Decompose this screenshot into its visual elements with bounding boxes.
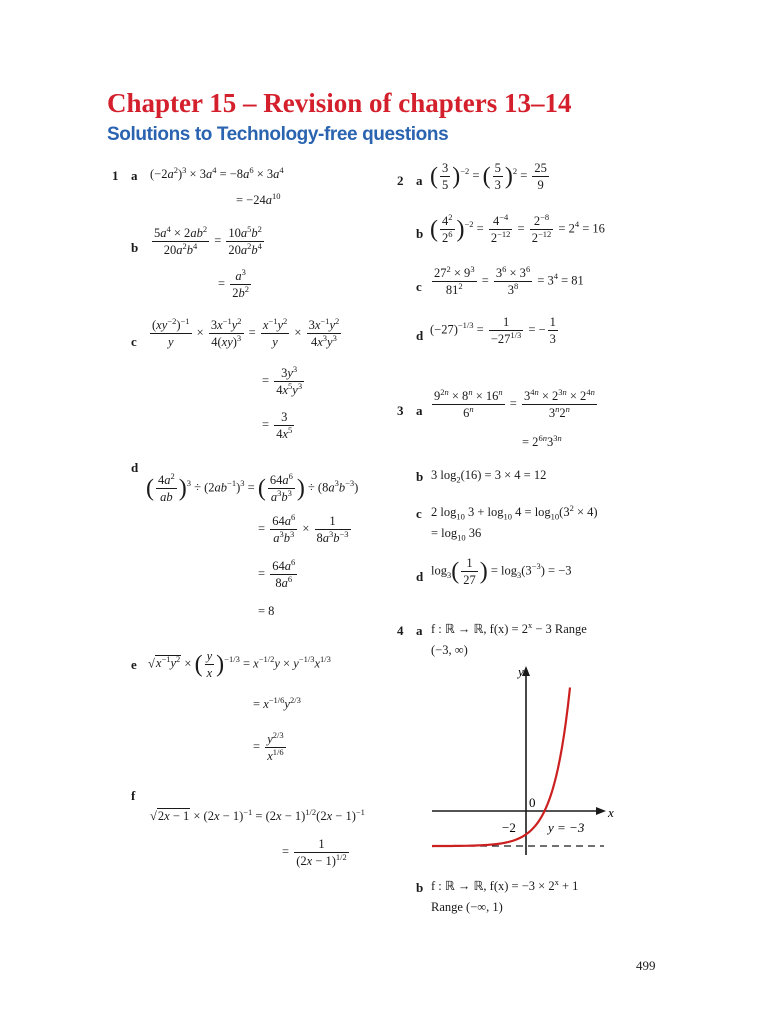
equation-3a-line1: $\frac{9^{2n} \times 8^n \times 16^n}{6^n}$ = $\frac{3^{4n} \times 2^{3n} \times 2^{4n}}{3^n2^n}$	[434, 386, 595, 420]
equation-1f-line1: $√2x - 1 \times (2x - 1)^{-1} = (2x - 1)^{1/2}(2x - 1)^{-1}$	[150, 806, 365, 823]
section-title: Solutions to Technology-free questions	[107, 124, 449, 145]
equation-3c-line2: = $\log_{10} 36$	[431, 526, 482, 543]
equation-2b: ( $\frac{4^2}{2^6}$ )$^{-2}$ = $\frac{4^{-4}}{2^{-12}}$ = $\frac{2^{-8}}{2^{-12}}$ = $2^4 = 16$	[430, 211, 605, 245]
text-4a-function: f : ℝ → ℝ, $f(x) = 2^x - 3$ Range	[431, 619, 587, 636]
equation-2a: ( $\frac{3}{5}$ )$^{-2}$ = ( $\frac{5}{3}$ )$^2$ = $\frac{25}{9}$	[430, 161, 547, 192]
equation-1d-line3: = $\frac{64a^6}{8a^6}$	[258, 556, 296, 590]
part-label-3b: b	[416, 469, 424, 484]
x-axis-arrow	[596, 807, 606, 815]
origin-label: 0	[529, 795, 536, 810]
part-label-1f: f	[131, 788, 136, 803]
question-number-3: 3	[397, 403, 404, 418]
equation-1d-line2: = $\frac{64a^6}{a^3b^3}$ × $\frac{1}{8a^3b^{-3}}$	[258, 511, 349, 545]
question-number-2: 2	[397, 173, 404, 188]
question-number-4: 4	[397, 623, 404, 638]
part-label-4b: b	[416, 880, 424, 895]
equation-3b: 3 $\log_2(16) = 3 \times 4 = 12$	[431, 468, 547, 485]
text-4b-function: f : ℝ → ℝ, $f(x) = -3 \times 2^x + 1$	[431, 876, 579, 893]
equation-1f-line2: = $\frac{1}{(2x - 1)^{1/2}}$	[282, 837, 347, 868]
equation-1d-line1: ( $\frac{4a^2}{ab}$ )$^3 \div (2ab^{-1})^3$ = ( $\frac{64a^6}{a^3b^3}$ ) ÷ $(8a^3b^{-3})$	[146, 470, 359, 504]
page-number: 499	[636, 958, 656, 973]
exponential-graph	[428, 660, 618, 860]
part-label-1c: c	[131, 334, 137, 349]
question-number-1: 1	[112, 168, 119, 183]
equation-1a-line2: = $-24a^{10}$	[236, 190, 281, 207]
equation-1a-line1: $(-2a^2)^3 \times 3a^4 = -8a^6 \times 3a^4$	[150, 164, 284, 181]
part-label-2c: c	[416, 279, 422, 294]
part-label-3a: a	[416, 403, 423, 418]
x-axis-label: x	[608, 805, 614, 820]
text-4b-range: Range (−∞, 1)	[431, 900, 503, 914]
text-4a-range: (−3, ∞)	[431, 643, 468, 657]
part-label-1d: d	[131, 460, 139, 475]
equation-1c-line2: = $\frac{3y^3}{4x^5y^3}$	[262, 363, 303, 397]
part-label-2b: b	[416, 226, 424, 241]
part-label-1e: e	[131, 657, 137, 672]
part-label-2d: d	[416, 328, 424, 343]
part-label-3d: d	[416, 569, 424, 584]
equation-1d-line4: = 8	[258, 604, 275, 618]
y-axis-label: y	[518, 664, 524, 679]
equation-1e-line3: = $\frac{y^{2/3}}{x^{1/6}}$	[253, 729, 284, 763]
equation-1b-line2: = $\frac{a^3}{2b^2}$	[218, 266, 249, 300]
equation-1c-line1: $\frac{(xy^{-2})^{-1}}{y}$ × $\frac{3x^{-1}y^2}{4(xy)^3}$ = $\frac{x^{-1}y^2}{y}$ × $\frac{3x^{-1}y^2}{4x^3y^3}$	[152, 315, 340, 349]
part-label-4a: a	[416, 623, 423, 638]
part-label-2a: a	[416, 173, 423, 188]
part-label-3c: c	[416, 506, 422, 521]
intercept-label: −2	[502, 820, 516, 835]
equation-2d: $(-27)^{-1/3}$ = $\frac{1}{-27^{1/3}}$ = − $\frac{1}{3}$	[430, 315, 556, 346]
equation-2c: $\frac{27^2 \times 9^3}{81^2}$ = $\frac{3^6 \times 3^6}{3^8}$ = $3^4 = 81$	[434, 263, 584, 297]
chapter-title: Chapter 15 – Revision of chapters 13–14	[107, 88, 572, 118]
asymptote-label: y = −3	[548, 820, 585, 835]
equation-3d: $\log_3$( $\frac{1}{27}$ ) = $\log_3(3^{-3}) = -3$	[431, 556, 572, 587]
equation-3a-line2: = $2^{6n}3^{3n}$	[522, 432, 562, 449]
part-label-1a: a	[131, 168, 138, 183]
equation-3c-line1: 2 $\log_{10} 3 + \log_{10} 4 = \log_{10}(3^2 \times 4)$	[431, 502, 598, 522]
equation-1b-line1: $\frac{5a^4 \times 2ab^2}{20a^2b^4}$ = $\frac{10a^5b^2}{20a^2b^4}$	[154, 223, 262, 257]
part-label-1b: b	[131, 240, 139, 255]
equation-1e-line1: $√x^{-1}y^2$ × ( $\frac{y}{x}$ )$^{-1/3} = x^{-1/2}y \times y^{-1/3}x^{1/3}$	[148, 649, 331, 680]
equation-1e-line2: = $x^{-1/6}y^{2/3}$	[253, 694, 301, 711]
equation-1c-line3: = $\frac{3}{4x^5}$	[262, 410, 293, 441]
